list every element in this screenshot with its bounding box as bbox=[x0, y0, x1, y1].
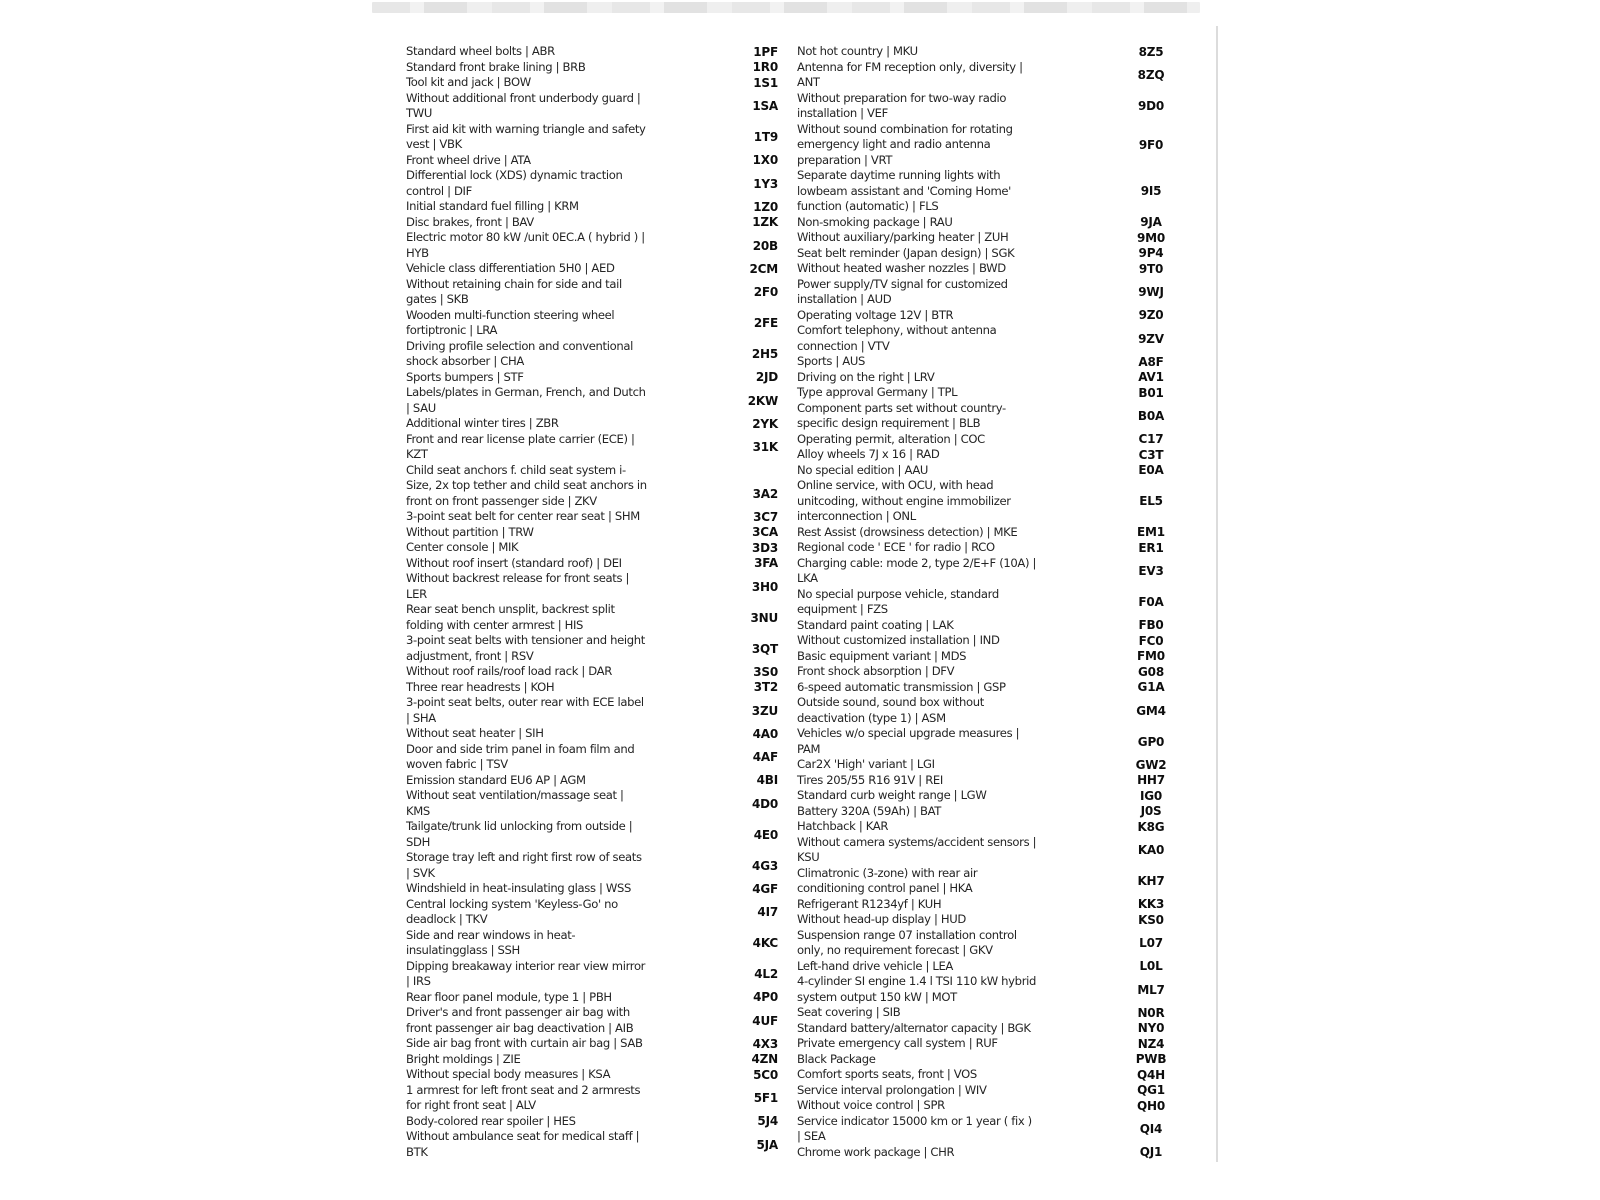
pr-code: 4L2 bbox=[754, 967, 778, 981]
right-code: G1A bbox=[1137, 680, 1165, 695]
pr-code: 4BI bbox=[756, 773, 778, 788]
right-code: G08 bbox=[1138, 664, 1164, 679]
right-code: 9D0 bbox=[1137, 99, 1165, 113]
equipment-line: connection | VTV bbox=[797, 338, 890, 353]
pr-code: 31K bbox=[752, 440, 778, 454]
equipment-line: Comfort sports seats, front | VOS bbox=[797, 1067, 977, 1081]
pr-code: 1PF bbox=[753, 44, 778, 59]
equipment-line: Car2X 'High' variant | LGI bbox=[797, 757, 935, 771]
equipment-line: Differential lock (XDS) dynamic traction bbox=[406, 168, 623, 182]
equipment-line: | IRS bbox=[406, 974, 431, 988]
equipment-line: 4-cylinder SI engine 1.4 l TSI 110 kW hybrid bbox=[797, 974, 1036, 988]
pr-code: 3C7 bbox=[753, 509, 778, 524]
right-code: 9F0 bbox=[1138, 137, 1164, 152]
right-code: FC0 bbox=[1138, 633, 1164, 648]
equipment-line: only, no requirement forecast | GKV bbox=[797, 943, 993, 957]
equipment-line: PAM bbox=[797, 741, 821, 756]
equipment-line: Not hot country | MKU bbox=[797, 44, 918, 58]
pr-code: 3CA bbox=[752, 525, 778, 540]
right-code: NZ4 bbox=[1137, 1036, 1165, 1051]
pr-code: 2FE bbox=[753, 316, 778, 330]
equipment-line: Wooden multi-function steering wheel bbox=[406, 307, 615, 322]
equipment-line: specific design requirement | BLB bbox=[797, 416, 981, 430]
pr-code: 1Y3 bbox=[753, 176, 778, 191]
pr-code: 2KW bbox=[747, 393, 778, 408]
pr-code: 5C0 bbox=[753, 1067, 778, 1082]
equipment-line: Without partition | TRW bbox=[406, 524, 534, 539]
equipment-line: Suspension range 07 installation control bbox=[797, 927, 1017, 942]
equipment-line: Without roof rails/roof load rack | DAR bbox=[406, 664, 612, 678]
equipment-line: unitcoding, without engine immobilizer bbox=[797, 493, 1011, 508]
equipment-line: function (automatic) | FLS bbox=[797, 199, 939, 213]
equipment-line: Front wheel drive | ATA bbox=[406, 152, 531, 167]
pr-code: 1Z0 bbox=[753, 199, 778, 214]
equipment-line: Without additional front underbody guard | bbox=[406, 90, 641, 105]
equipment-line: fortiptronic | LRA bbox=[406, 323, 498, 337]
equipment-line: Labels/plates in German, French, and Dutch bbox=[406, 385, 646, 399]
right-code: FB0 bbox=[1138, 618, 1164, 633]
equipment-line: Component parts set without country- bbox=[797, 400, 1006, 415]
equipment-line: conditioning control panel | HKA bbox=[797, 881, 973, 895]
right-code: FM0 bbox=[1137, 649, 1165, 664]
equipment-line: woven fabric | TSV bbox=[406, 757, 508, 771]
right-code: PWB bbox=[1135, 1052, 1167, 1067]
right-code: 9I5 bbox=[1140, 184, 1162, 199]
equipment-line: Disc brakes, front | BAV bbox=[406, 214, 534, 229]
pr-code: 2F0 bbox=[753, 285, 778, 299]
pr-code: 3H0 bbox=[751, 579, 778, 594]
right-code: K8G bbox=[1137, 819, 1165, 834]
right-code: QH0 bbox=[1137, 1098, 1165, 1113]
equipment-line: Bright moldings | ZIE bbox=[406, 1051, 521, 1066]
equipment-line: Sports | AUS bbox=[797, 354, 866, 368]
right-code: KA0 bbox=[1137, 843, 1165, 857]
right-code: L0L bbox=[1139, 959, 1163, 974]
right-code: 8ZQ bbox=[1137, 68, 1165, 82]
pr-code: 3NU bbox=[750, 610, 778, 625]
right-code: 9ZV bbox=[1138, 331, 1164, 346]
right-code: QG1 bbox=[1137, 1083, 1165, 1098]
equipment-line: ANT bbox=[797, 75, 820, 89]
equipment-line: emergency light and radio antenna bbox=[797, 137, 991, 151]
equipment-line: Without customized installation | IND bbox=[797, 633, 1000, 647]
equipment-line: Standard paint coating | LAK bbox=[797, 617, 954, 632]
equipment-line: Tires 205/55 R16 91V | REI bbox=[797, 772, 943, 787]
equipment-line: for right front seat | ALV bbox=[406, 1098, 536, 1112]
equipment-line: HYB bbox=[406, 245, 429, 260]
equipment-line: KMS bbox=[406, 803, 430, 818]
pr-code: 20B bbox=[752, 238, 778, 253]
pr-code: 1ZK bbox=[752, 215, 778, 230]
equipment-line: Service interval prolongation | WIV bbox=[797, 1082, 987, 1097]
right-code: NY0 bbox=[1137, 1021, 1165, 1036]
pr-code: 1T9 bbox=[753, 130, 778, 144]
equipment-line: Without retaining chain for side and tail bbox=[406, 276, 622, 291]
equipment-line: Separate daytime running lights with bbox=[797, 168, 1001, 182]
equipment-line: | SEA bbox=[797, 1129, 826, 1143]
pr-code: 1SA bbox=[752, 99, 778, 113]
equipment-line: Without sound combination for rotating bbox=[797, 121, 1013, 136]
equipment-line: | SHA bbox=[406, 710, 436, 725]
pr-code: 4GF bbox=[752, 881, 778, 896]
equipment-line: No special purpose vehicle, standard bbox=[797, 586, 999, 601]
equipment-line: Standard curb weight range | LGW bbox=[797, 788, 987, 802]
equipment-line: system output 150 kW | MOT bbox=[797, 989, 957, 1004]
equipment-line: Vehicles w/o special upgrade measures | bbox=[797, 726, 1020, 740]
equipment-line: Windshield in heat-insulating glass | WSS bbox=[406, 881, 632, 895]
equipment-line: Operating voltage 12V | BTR bbox=[797, 307, 954, 322]
equipment-line: | SAU bbox=[406, 400, 436, 415]
pr-code: 4X3 bbox=[752, 1036, 778, 1051]
pr-code: 1X0 bbox=[752, 153, 778, 168]
equipment-line: KZT bbox=[406, 447, 428, 461]
right-code: AV1 bbox=[1138, 370, 1164, 385]
equipment-line: No special edition | AAU bbox=[797, 462, 929, 477]
pr-code: 3S0 bbox=[753, 664, 778, 679]
equipment-line: Basic equipment variant | MDS bbox=[797, 648, 967, 663]
equipment-line: 3-point seat belt for center rear seat | SHM bbox=[406, 509, 640, 523]
right-code: B0A bbox=[1137, 409, 1165, 423]
equipment-line: Door and side trim panel in foam film and bbox=[406, 741, 635, 756]
equipment-line: Hatchback | KAR bbox=[797, 819, 889, 833]
pr-code: 5J4 bbox=[757, 1114, 778, 1129]
equipment-line: Non-smoking package | RAU bbox=[797, 214, 953, 229]
equipment-line: Without seat heater | SIH bbox=[406, 726, 544, 740]
equipment-line: Rest Assist (drowsiness detection) | MKE bbox=[797, 524, 1018, 539]
equipment-line: LER bbox=[406, 586, 427, 601]
equipment-line: control | DIF bbox=[406, 183, 472, 198]
equipment-line: installation | AUD bbox=[797, 292, 892, 306]
description-column bbox=[406, 44, 706, 1160]
right-code: N0R bbox=[1137, 1005, 1165, 1020]
equipment-line: Standard wheel bolts | ABR bbox=[406, 44, 555, 58]
equipment-line: Without ambulance seat for medical staff | bbox=[406, 1129, 640, 1143]
equipment-line: Operating permit, alteration | COC bbox=[797, 431, 985, 446]
equipment-line: installation | VEF bbox=[797, 106, 888, 120]
pr-code: 2JD bbox=[755, 370, 778, 385]
equipment-line: Battery 320A (59Ah) | BAT bbox=[797, 803, 942, 818]
right-code: QJ1 bbox=[1139, 1145, 1163, 1160]
right-code: 8Z5 bbox=[1138, 44, 1164, 59]
equipment-line: Chrome work package | CHR bbox=[797, 1144, 955, 1159]
right-code: 9P4 bbox=[1138, 246, 1164, 261]
pr-code: 3T2 bbox=[753, 680, 778, 695]
pr-code: 5F1 bbox=[753, 1091, 778, 1105]
right-code: GW2 bbox=[1135, 757, 1167, 772]
equipment-line: Body-colored rear spoiler | HES bbox=[406, 1113, 576, 1128]
pr-code: 4D0 bbox=[751, 796, 778, 811]
equipment-line: Without head-up display | HUD bbox=[797, 912, 966, 926]
right-code: GP0 bbox=[1137, 734, 1165, 749]
pr-code: 4G3 bbox=[752, 858, 778, 873]
pr-code: 4KC bbox=[752, 936, 778, 950]
equipment-line: Climatronic (3-zone) with rear air bbox=[797, 865, 978, 880]
equipment-line: shock absorber | CHA bbox=[406, 354, 524, 368]
equipment-line: Alloy wheels 7J x 16 | RAD bbox=[797, 447, 940, 461]
equipment-line: Antenna for FM reception only, diversity | bbox=[797, 59, 1023, 74]
equipment-line: Comfort telephony, without antenna bbox=[797, 323, 997, 337]
equipment-line: Side and rear windows in heat- bbox=[406, 927, 576, 942]
equipment-line: Rear seat bench unsplit, backrest split bbox=[406, 602, 615, 616]
equipment-line: Size, 2x top tether and child seat anchors in bbox=[406, 478, 647, 492]
right-code: J0S bbox=[1140, 804, 1162, 819]
pr-code: 4A0 bbox=[752, 726, 778, 741]
equipment-line: 3-point seat belts with tensioner and height bbox=[406, 633, 645, 647]
equipment-line: front passenger air bag deactivation | AIB bbox=[406, 1020, 634, 1035]
right-code: Q4H bbox=[1137, 1067, 1165, 1082]
pr-code: 1S1 bbox=[753, 75, 778, 90]
equipment-line: 6-speed automatic transmission | GSP bbox=[797, 679, 1006, 694]
pr-code: 3D3 bbox=[751, 540, 778, 555]
equipment-line: gates | SKB bbox=[406, 292, 469, 306]
pr-code: 4P0 bbox=[753, 990, 778, 1005]
equipment-line: Standard front brake lining | BRB bbox=[406, 59, 586, 74]
right-code: GM4 bbox=[1136, 703, 1166, 718]
right-code: HH7 bbox=[1137, 773, 1165, 788]
equipment-line: Without voice control | SPR bbox=[797, 1098, 945, 1112]
equipment-line: Online service, with OCU, with head bbox=[797, 478, 994, 492]
right-code: L07 bbox=[1139, 936, 1163, 950]
right-code: A8F bbox=[1138, 354, 1164, 369]
pr-code: 4I7 bbox=[757, 905, 778, 919]
right-code: 9WJ bbox=[1138, 285, 1164, 299]
equipment-line: interconnection | ONL bbox=[797, 509, 916, 523]
equipment-line: vest | VBK bbox=[406, 137, 462, 151]
equipment-line: folding with center armrest | HIS bbox=[406, 617, 584, 632]
equipment-line: Central locking system 'Keyless-Go' no bbox=[406, 896, 618, 911]
equipment-line: Front and rear license plate carrier (ECE) | bbox=[406, 431, 635, 446]
equipment-line: Private emergency call system | RUF bbox=[797, 1036, 998, 1050]
right-code: 9M0 bbox=[1136, 230, 1166, 245]
equipment-line: Black Package bbox=[797, 1051, 876, 1066]
equipment-line: 3-point seat belts, outer rear with ECE label bbox=[406, 695, 644, 709]
equipment-line: lowbeam assistant and 'Coming Home' bbox=[797, 183, 1012, 198]
equipment-line: Electric motor 80 kW /unit 0EC.A ( hybrid ) | bbox=[406, 230, 645, 244]
equipment-line: Vehicle class differentiation 5H0 | AED bbox=[406, 261, 615, 275]
right-code: KH7 bbox=[1137, 874, 1165, 888]
equipment-line: LKA bbox=[797, 571, 818, 585]
equipment-line: Power supply/TV signal for customized bbox=[797, 276, 1008, 291]
equipment-line: Regional code ' ECE ' for radio | RCO bbox=[797, 540, 995, 554]
equipment-line: Additional winter tires | ZBR bbox=[406, 416, 559, 430]
equipment-line: Tailgate/trunk lid unlocking from outside | bbox=[406, 819, 633, 833]
equipment-line: adjustment, front | RSV bbox=[406, 648, 534, 663]
equipment-line: KSU bbox=[797, 850, 820, 864]
pr-code: 3QT bbox=[751, 641, 778, 656]
equipment-line: Dipping breakaway interior rear view mirror bbox=[406, 958, 646, 973]
equipment-line: First aid kit with warning triangle and safety bbox=[406, 121, 646, 136]
equipment-line: deactivation (type 1) | ASM bbox=[797, 710, 946, 725]
pr-code: 1R0 bbox=[752, 60, 778, 75]
equipment-line: Driver's and front passenger air bag with bbox=[406, 1005, 630, 1019]
equipment-line: | SVK bbox=[406, 865, 435, 880]
equipment-line: Driving profile selection and conventional bbox=[406, 338, 633, 353]
right-code: KS0 bbox=[1138, 912, 1164, 927]
equipment-line: Charging cable: mode 2, type 2/E+F (10A) | bbox=[797, 555, 1037, 570]
right-code: ER1 bbox=[1138, 540, 1164, 555]
right-code: EM1 bbox=[1137, 525, 1165, 540]
equipment-line: Service indicator 15000 km or 1 year ( fix ) bbox=[797, 1113, 1032, 1128]
right-code: 9JA bbox=[1140, 215, 1162, 230]
equipment-line: deadlock | TKV bbox=[406, 912, 488, 926]
equipment-line: Seat belt reminder (Japan design) | SGK bbox=[797, 245, 1015, 260]
pr-code: 4ZN bbox=[751, 1052, 778, 1067]
equipment-line: Seat covering | SIB bbox=[797, 1005, 901, 1019]
right-code: EL5 bbox=[1139, 494, 1163, 509]
equipment-line: BTK bbox=[406, 1144, 428, 1159]
pr-code: 4E0 bbox=[753, 827, 778, 842]
right-code: E0A bbox=[1138, 463, 1164, 478]
equipment-line: Emission standard EU6 AP | AGM bbox=[406, 772, 586, 787]
equipment-line: Outside sound, sound box without bbox=[797, 695, 984, 709]
right-code: EV3 bbox=[1138, 564, 1164, 578]
equipment-line: 1 armrest for left front seat and 2 armrests bbox=[406, 1082, 641, 1097]
pr-code: 2H5 bbox=[751, 347, 778, 361]
equipment-line: Without special body measures | KSA bbox=[406, 1067, 611, 1081]
equipment-line: SDH bbox=[406, 834, 430, 849]
pr-code: 2CM bbox=[749, 261, 778, 276]
pr-code: 2YK bbox=[752, 416, 778, 431]
equipment-line: Without heated washer nozzles | BWD bbox=[797, 261, 1006, 275]
right-code: IG0 bbox=[1139, 788, 1163, 803]
equipment-line: Type approval Germany | TPL bbox=[797, 385, 958, 399]
right-code: F0A bbox=[1138, 595, 1164, 609]
pr-code: 3A2 bbox=[752, 486, 778, 501]
right-code: ML7 bbox=[1137, 982, 1165, 997]
equipment-line: Center console | MIK bbox=[406, 540, 519, 554]
right-code: C17 bbox=[1138, 432, 1164, 447]
equipment-line: Three rear headrests | KOH bbox=[406, 679, 555, 694]
right-code: KK3 bbox=[1137, 897, 1165, 912]
equipment-line: Without auxiliary/parking heater | ZUH bbox=[797, 230, 1009, 244]
equipment-line: Without preparation for two-way radio bbox=[797, 90, 1007, 105]
equipment-line: Without backrest release for front seats | bbox=[406, 571, 630, 585]
equipment-line: Without camera systems/accident sensors | bbox=[797, 834, 1037, 849]
equipment-line: Without roof insert (standard roof) | DEI bbox=[406, 555, 622, 570]
column-divider-line bbox=[1216, 26, 1218, 1162]
equipment-line: Standard battery/alternator capacity | BGK bbox=[797, 1020, 1031, 1035]
right-code: 9Z0 bbox=[1138, 308, 1164, 323]
pr-code: 4UF bbox=[752, 1013, 778, 1028]
equipment-line: Rear floor panel module, type 1 | PBH bbox=[406, 989, 612, 1004]
right-code: C3T bbox=[1138, 447, 1164, 462]
equipment-line: TWU bbox=[406, 106, 432, 120]
right-code: QI4 bbox=[1139, 1122, 1163, 1136]
equipment-line: preparation | VRT bbox=[797, 152, 893, 167]
pr-code: 3FA bbox=[754, 556, 778, 571]
equipment-line: equipment | FZS bbox=[797, 602, 888, 616]
equipment-line: Side air bag front with curtain air bag | SAB bbox=[406, 1036, 643, 1050]
right-code: B01 bbox=[1138, 385, 1164, 400]
equipment-line: Refrigerant R1234yf | KUH bbox=[797, 896, 942, 911]
equipment-line: Child seat anchors f. child seat system i- bbox=[406, 462, 626, 477]
equipment-line: Left-hand drive vehicle | LEA bbox=[797, 958, 954, 973]
equipment-line: insulatingglass | SSH bbox=[406, 943, 520, 957]
equipment-line: Sports bumpers | STF bbox=[406, 369, 524, 384]
scan-edge-artifact bbox=[372, 2, 1200, 13]
equipment-line: Tool kit and jack | BOW bbox=[406, 75, 531, 89]
equipment-line: Front shock absorption | DFV bbox=[797, 664, 955, 678]
pr-code: 3ZU bbox=[751, 703, 778, 718]
equipment-line: Initial standard fuel filling | KRM bbox=[406, 199, 579, 213]
equipment-line: Without seat ventilation/massage seat | bbox=[406, 788, 624, 802]
right-code: 9T0 bbox=[1138, 261, 1164, 276]
pr-code: 5JA bbox=[756, 1137, 778, 1152]
equipment-line: Storage tray left and right first row of seats bbox=[406, 850, 642, 864]
equipment-line: front on front passenger side | ZKV bbox=[406, 493, 597, 508]
pr-code-column bbox=[736, 44, 1186, 1160]
equipment-line: Driving on the right | LRV bbox=[797, 369, 935, 384]
pr-code: 4AF bbox=[752, 750, 778, 764]
